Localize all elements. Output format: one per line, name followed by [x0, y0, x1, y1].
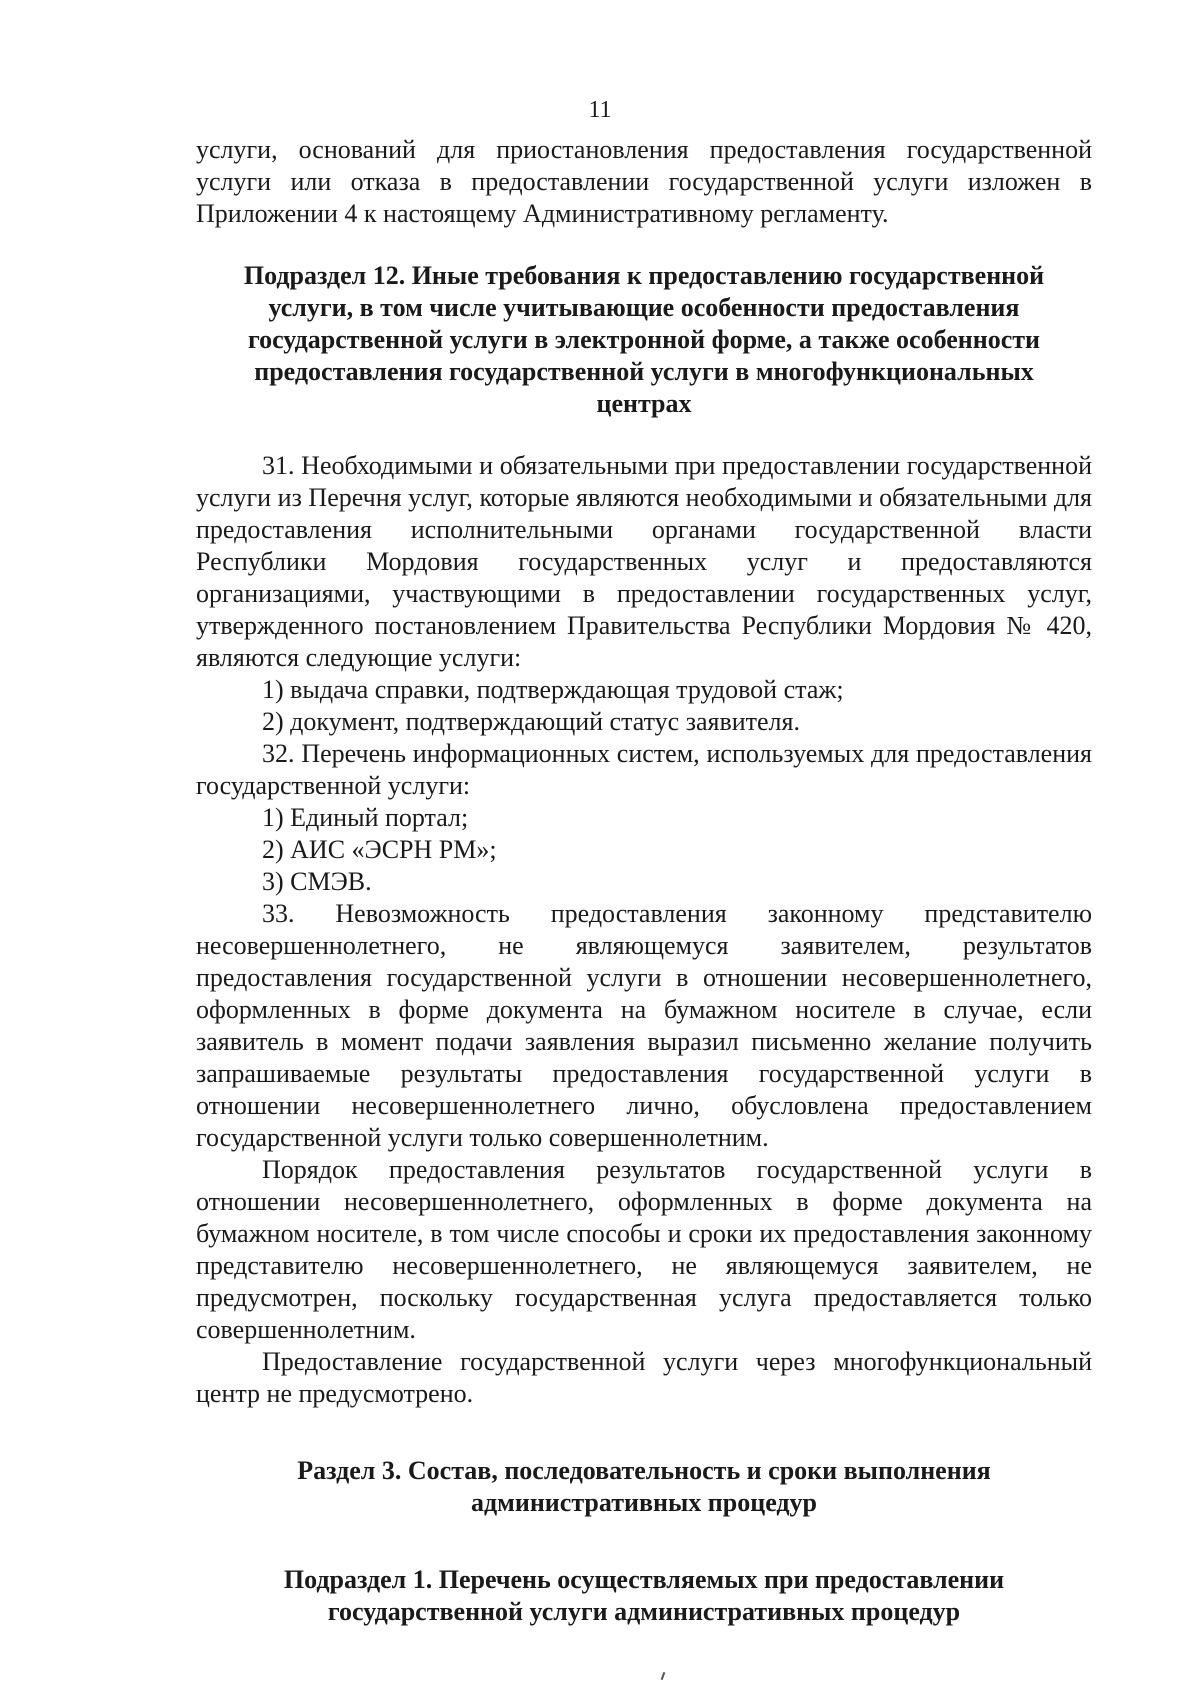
item-31-list-item: 2) документ, подтверждающий статус заявителя. [262, 707, 800, 736]
paragraph-mfc: Предоставление государственной услуги через многофункциональный центр не предусмотрено. [196, 1347, 1092, 1408]
item-31-list-item: 1) выдача справки, подтверждающая трудовой стаж; [262, 675, 844, 704]
item-32: 32. Перечень информационных систем, используемых для предоставления государственной услуги: [196, 739, 1092, 800]
subsection-12-heading: Подраздел 12. Иные требования к предоставлению государственной услуги, в том числе учитывающие особенности предоставления государственной услуги в электронной форме, а также особенности предоставления государственной услуги в многофункциональных центрах [243, 261, 1045, 418]
item-32-list-item: 1) Единый портал; [262, 803, 469, 832]
subsection-1-heading: Подраздел 1. Перечень осуществляемых при предоставлении государственной услуги административных процедур [283, 1565, 1005, 1626]
paragraph-order: Порядок предоставления результатов государственной услуги в отношении несовершеннолетнего, оформленных в форме документа на бумажном носителе, в том числе способы и сроки их предоставления законному представителю несовершеннолетнего, не являющемуся заявителем, не предусмотрен, поскольку государственная услуга предоставляется только совершеннолетним. [196, 1155, 1092, 1344]
item-31: 31. Необходимыми и обязательными при предоставлении государственной услуги из Перечня услуг, которые являются необходимыми и обязательными для предоставления исполнительными органами государственной власти Республики Мордовия государственных услуг и предоставляются организациями, участвующими в предоставлении государственных услуг, утвержденного постановлением Правительства Республики Мордовия № 420, являются следующие услуги: [196, 451, 1092, 672]
item-32-list-item: 3) СМЭВ. [262, 867, 372, 896]
scan-artifact-mark [661, 1672, 666, 1680]
section-3-heading: Раздел 3. Состав, последовательность и сроки выполнения административных процедур [297, 1456, 991, 1517]
intro-paragraph: услуги, оснований для приостановления предоставления государственной услуги или отказа в предоставлении государственной услуги изложен в Приложении 4 к настоящему Административному регламенту. [196, 135, 1092, 228]
item-33: 33. Невозможность предоставления законному представителю несовершеннолетнего, не являющемуся заявителем, результатов предоставления государственной услуги в отношении несовершеннолетнего, оформленных в форме документа на бумажном носителе в случае, если заявитель в момент подачи заявления выразил письменно желание получить запрашиваемые результаты предоставления государственной услуги в отношении несовершеннолетнего лично, обусловлена предоставлением государственной услуги только совершеннолетним. [196, 899, 1092, 1152]
item-32-list-item: 2) АИС «ЭСРН РМ»; [262, 835, 497, 864]
document-body [196, 134, 1092, 1628]
page-number: 11 [588, 97, 612, 123]
